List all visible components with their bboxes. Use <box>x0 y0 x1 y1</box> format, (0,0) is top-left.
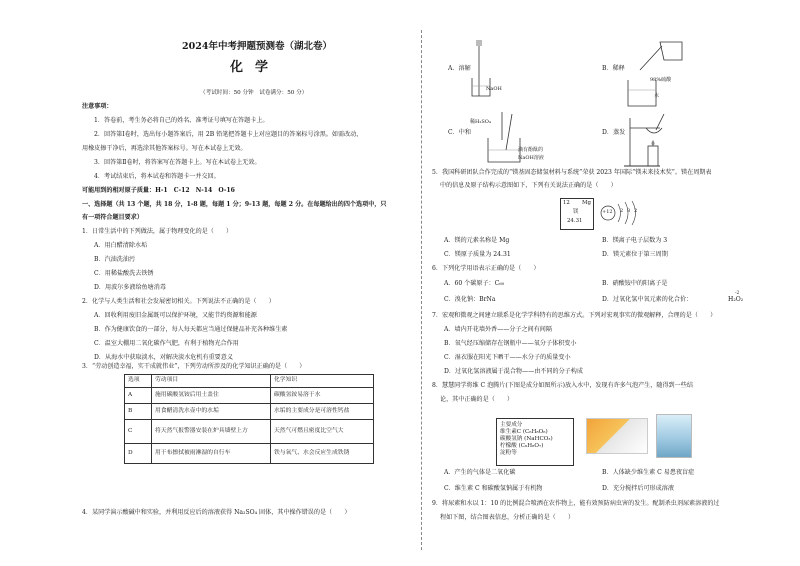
exam-meta: （考试时间：50 分钟 试卷满分：50 分） <box>200 90 308 96</box>
q3-table <box>124 374 374 464</box>
q8-option: A．产生的气体是二氧化碳 <box>444 469 516 476</box>
q1-stem: 1．日常生活中的下列做法，属于物理变化的是（ ） <box>82 228 233 235</box>
shell-electrons: 2 <box>620 208 624 214</box>
table-cell: D <box>125 444 152 464</box>
table-row <box>125 404 374 420</box>
note-item: 3．回答第Ⅱ卷时，将答案写在答题卡上。写在本试卷上无效。 <box>94 159 261 166</box>
table-cell: 水垢的主要成分是可溶性钙盐 <box>271 404 374 420</box>
q1-option: B．汽油洗油污 <box>94 256 136 263</box>
table-cell: 天然气可燃且密度比空气大 <box>271 420 374 444</box>
table-cell: 施用碳酸氢铵后用土盖住 <box>152 388 271 404</box>
peroxide-formula: H₂O₂ <box>728 296 744 303</box>
q2-option: B．作为健康饮食的一部分，每人每天都应当通过保健品补充各种维生素 <box>94 326 288 333</box>
q7-stem: 7．宏观和微观之间建立联系是化学学科特有的思维方式。下列对宏观事实的微观解释，合理的是（ ） <box>432 312 717 319</box>
q5-stem-cont: 中的信息及原子结构示意图如下，下列有关说法正确的是（ ） <box>440 182 617 189</box>
table-cell: 铁与氧气、水会反应生成铁锈 <box>271 444 374 464</box>
h2so4-label: 稀H₂SO₄ <box>470 119 491 125</box>
q7-option: A．墙内开花墙外香——分子之间有间隔 <box>444 326 552 333</box>
notes-heading: 注意事项： <box>82 103 113 110</box>
q8-option: D．充分搅拌后可形成溶液 <box>602 485 674 492</box>
exam-title: 2024年中考押题预测卷（湖北卷） <box>182 41 332 52</box>
q1-option: A．用白醋清除水垢 <box>94 242 148 249</box>
q5-option: B．镁离子电子层数为 3 <box>602 237 668 244</box>
column-divider <box>421 30 422 550</box>
q7-option: B．氧气经压缩储存在钢瓶中——氧分子体积变小 <box>444 340 577 347</box>
q8-stem-cont: 论，其中正确的是（ ） <box>440 396 514 403</box>
section-heading-cont: 有一项符合题目要求） <box>82 214 143 221</box>
table-row <box>125 444 374 464</box>
atomic-mass: 24.31 <box>567 218 583 224</box>
naoh-label: NaOH <box>486 86 502 92</box>
table-cell: 用食醋清洗水壶中的水垢 <box>152 404 271 420</box>
nucleus-charge: +12 <box>602 209 613 215</box>
q3-stem: 3．“劳动创造幸福，实干成就伟业”，下列劳动所涉及的化学知识正确的是（ ） <box>82 363 306 370</box>
q2-option: D．从海水中获取淡水，对解决淡水危机有重要意义 <box>94 354 233 361</box>
table-cell: 碳酸氢铵易溶于水 <box>271 388 374 404</box>
acid-label: 98%硫酸 <box>650 77 672 83</box>
effervescent-package-photo <box>586 418 648 454</box>
table-row <box>125 420 374 444</box>
ingredient-line: 淀粉等 <box>500 449 517 456</box>
q2-option: C．温室大棚用二氧化碳作气肥，有利于植物光合作用 <box>94 340 239 347</box>
dilute-apparatus-diagram <box>620 40 690 110</box>
q1-option: C．用稀盐酸洗去铁锈 <box>94 270 154 277</box>
indicator-label: NaOH溶液 <box>518 155 544 161</box>
option-a-label: A．溶解 <box>448 65 471 72</box>
table-header: 劳动项目 <box>152 375 271 388</box>
q6-option: D．过氧化氢中氧元素的化合价： <box>602 296 693 303</box>
q7-option: C．湿衣服在阳光下晒干——水分子的质量变小 <box>444 354 571 361</box>
table-cell: C <box>125 420 152 444</box>
table-header: 选项 <box>125 375 152 388</box>
right-column <box>432 0 762 566</box>
q6-option: A．60 个碳原子：C₆₀ <box>444 280 505 287</box>
ingredient-line: 柠檬酸 (C₆H₈O₇) <box>500 442 544 449</box>
left-column <box>82 0 402 566</box>
shell-electrons: 2 <box>634 208 638 214</box>
q5-option: C．镁原子质量为 24.31 <box>444 251 511 258</box>
fizzing-glass-photo <box>656 414 692 458</box>
element-name: 镁 <box>573 209 579 215</box>
q5-option: A．镁的元素名称是 Mg <box>444 237 510 244</box>
option-c-label: C．中和 <box>448 129 471 136</box>
note-item: 1．答卷前，考生务必将自己的姓名、准考证号填写在答题卡上。 <box>94 117 269 124</box>
ingredient-line: 维生素C (C₆H₈O₆) <box>500 428 548 435</box>
note-item: 2．回答第Ⅰ卷时，选出每小题答案后，用 2B 铅笔把答题卡上对应题目的答案标号涂黑。如需改动， <box>94 131 363 138</box>
table-header: 化学知识 <box>271 375 374 388</box>
q9-stem: 9．将尿素和水以 1：10 的比例混合喷洒在农作物上，能有效预防病虫害的发生。配制杀虫剂尿素溶液的过 <box>432 500 720 507</box>
shell-electrons: 8 <box>627 208 631 214</box>
option-d-label: D．蒸发 <box>602 129 626 136</box>
q6-option: C．溴化钠：BrNa <box>444 296 496 303</box>
q6-option: B．硝酸铵中的阳离子是 <box>602 280 668 287</box>
element-symbol: Mg <box>582 200 591 206</box>
table-cell: B <box>125 404 152 420</box>
q8-stem: 8．慧慧同学将维 C 泡腾片(下图是成分如图所示)放入水中，发现有许多气泡产生，随得到一些结 <box>432 382 693 389</box>
atomic-masses: 可能用到的相对原子质量：H-1 C-12 N-14 O-16 <box>82 187 235 194</box>
atomic-number: 12 <box>563 200 570 206</box>
evaporate-apparatus-diagram <box>620 110 690 170</box>
periodic-cell <box>560 198 594 230</box>
q2-stem: 2．化学与人类生活和社会发展密切相关。下列说法不正确的是（ ） <box>82 298 275 305</box>
q9-stem-cont: 程如下图，结合图表信息，分析正确的是（ ） <box>440 514 575 521</box>
q8-option: C．维生素 C 和碳酸氢钠属于有机物 <box>444 485 543 492</box>
table-header-row <box>125 375 374 388</box>
q5-option: D．镁元素位于第三周期 <box>602 251 668 258</box>
q2-option: A．回收利用废旧金属既可以保护环境，又能节约资源和能源 <box>94 312 257 319</box>
note-item: 4．考试结束后，将本试卷和答题卡一并交回。 <box>94 173 220 180</box>
q6-stem: 6．下列化学用语表示正确的是（ ） <box>432 265 540 272</box>
exam-subject: 化学 <box>230 60 281 75</box>
q8-option: B．人体缺少维生素 C 易患夜盲症 <box>602 469 695 476</box>
indicator-label: 滴有酚酞的 <box>518 147 544 153</box>
table-row <box>125 388 374 404</box>
note-item: 用橡皮擦干净后，再选涂其他答案标号。写在本试卷上无效。 <box>82 145 247 152</box>
table-cell: 用干布擦拭被雨淋湿的自行车 <box>152 444 271 464</box>
q5-stem: 5．我国科研团队合作完成的“镁基固态储氢材料与系统”荣获 2023 年国际“镁未来技术奖”。镁在周期表 <box>432 169 712 176</box>
section-heading: 一、选择题（共 13 个题，共 18 分，1-8 题，每题 1 分；9-13 题，每题 2 分。在每题给出的四个选项中，只 <box>82 201 387 208</box>
option-b-label: B．稀释 <box>602 65 625 72</box>
ingredients-box <box>496 418 574 466</box>
q1-option: D．用波尔多液给鱼塘消毒 <box>94 284 166 291</box>
valence-mark: -2 <box>735 291 740 296</box>
table-cell: 将天然气报警器安装在炉具墙壁上方 <box>152 420 271 444</box>
q4-stem: 4．某同学演示酸碱中和实验，并利用反应后的溶液获得 Na₂SO₄ 固体，其中操作错误的是（ ） <box>82 509 351 516</box>
q7-option: D．过氧化氢溶液属于混合物——由不同的分子构成 <box>444 368 583 375</box>
ingredient-line: 碳酸氢钠 (NaHCO₃) <box>500 435 553 442</box>
water-label: 水 <box>654 93 660 99</box>
table-cell: A <box>125 388 152 404</box>
ingredient-line: 主要成分 <box>500 422 523 428</box>
